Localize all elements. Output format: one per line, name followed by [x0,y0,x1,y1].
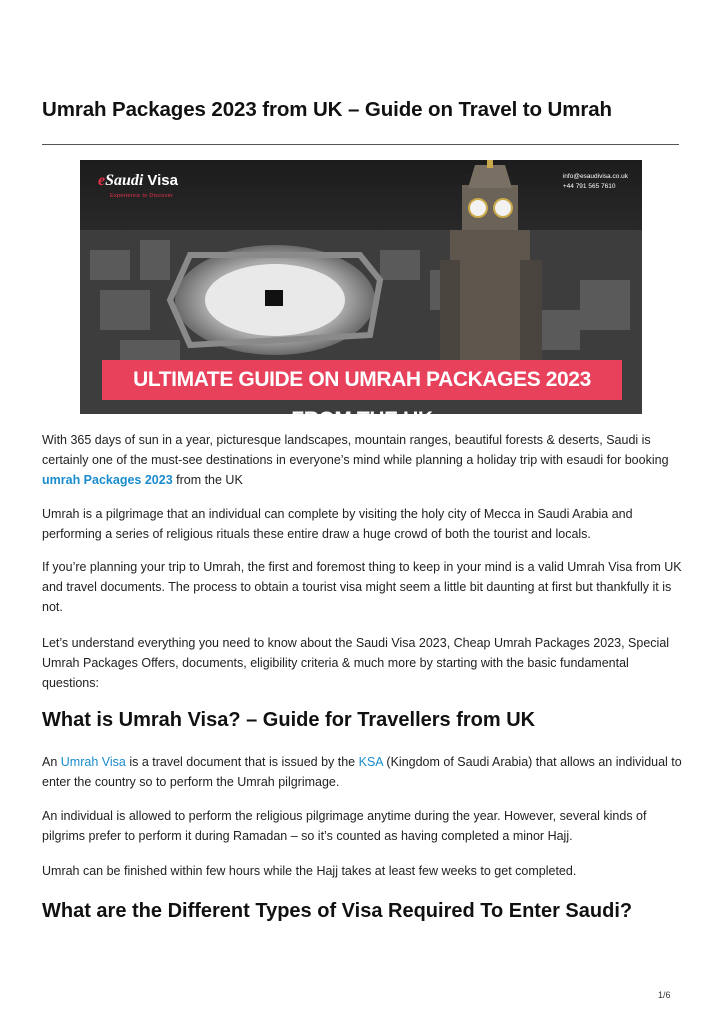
brand-tagline: Experience to Discover [110,193,174,199]
brand-logo: eSaudi Visa [98,172,178,189]
paragraph-planning-trip: If you’re planning your trip to Umrah, the first and foremost thing to keep in your mind is a valid Umrah Visa from UK and travel documents. The process to obtain a tourist visa might seem a little bit daunting at first but thankfully it is not. [42,560,682,614]
paragraph-pilgrimage-timing: An individual is allowed to perform the religious pilgrimage anytime during the year. However, several kinds of pilgrims prefer to perform it during Ramadan – so it’s counted as having completed a minor Hajj. [42,809,647,843]
page-title: Umrah Packages 2023 from UK – Guide on Travel to Umrah [42,98,612,121]
paragraph-understand: Let’s understand everything you need to know about the Saudi Visa 2023, Cheap Umrah Packages 2023, Special Umrah Packages Offers, documents, eligibility criteria & much more by starting with the basic fundamental questions: [42,636,670,690]
paragraph-visa-definition: An Umrah Visa is a travel document that is issued by the KSA (Kingdom of Saudi Arabia) that allows an individual to enter the country so to perform the Umrah pilgrimage. [42,755,682,789]
banner-headline: ULTIMATE GUIDE ON UMRAH PACKAGES 2023 FROM THE UK [102,360,622,400]
intro-paragraph: With 365 days of sun in a year, picturesque landscapes, mountain ranges, beautiful forests & deserts, Saudi is certainly one of the must-see destinations in everyone’s mind while planning a holiday trip with esaudi for booking umrah Packages 2023 from the UK [42,433,669,487]
banner-contact [563,172,628,192]
page-number: 1/6 [658,990,671,1000]
section-heading-visa-types: What are the Different Types of Visa Required To Enter Saudi? [42,900,633,922]
paragraph-umrah-duration: Umrah can be finished within few hours while the Hajj takes at least few weeks to get completed. [42,864,577,878]
paragraph-umrah-definition: Umrah is a pilgrimage that an individual can complete by visiting the holy city of Mecca in Saudi Arabia and performing a series of religious rituals these entire draw a huge crowd of both the tourist and locals. [42,507,633,541]
title-divider [42,144,679,145]
contact-phone: +44 791 565 7610 [562,183,616,190]
umrah-visa-link[interactable]: Umrah Visa [60,755,126,769]
umrah-packages-link[interactable]: umrah Packages 2023 [42,473,173,487]
ksa-link[interactable]: KSA [358,755,383,769]
section-heading-umrah-visa: What is Umrah Visa? – Guide for Travellers from UK [42,709,536,731]
hero-banner-image [80,160,642,431]
contact-email: info@esaudivisa.co.uk [562,173,628,180]
